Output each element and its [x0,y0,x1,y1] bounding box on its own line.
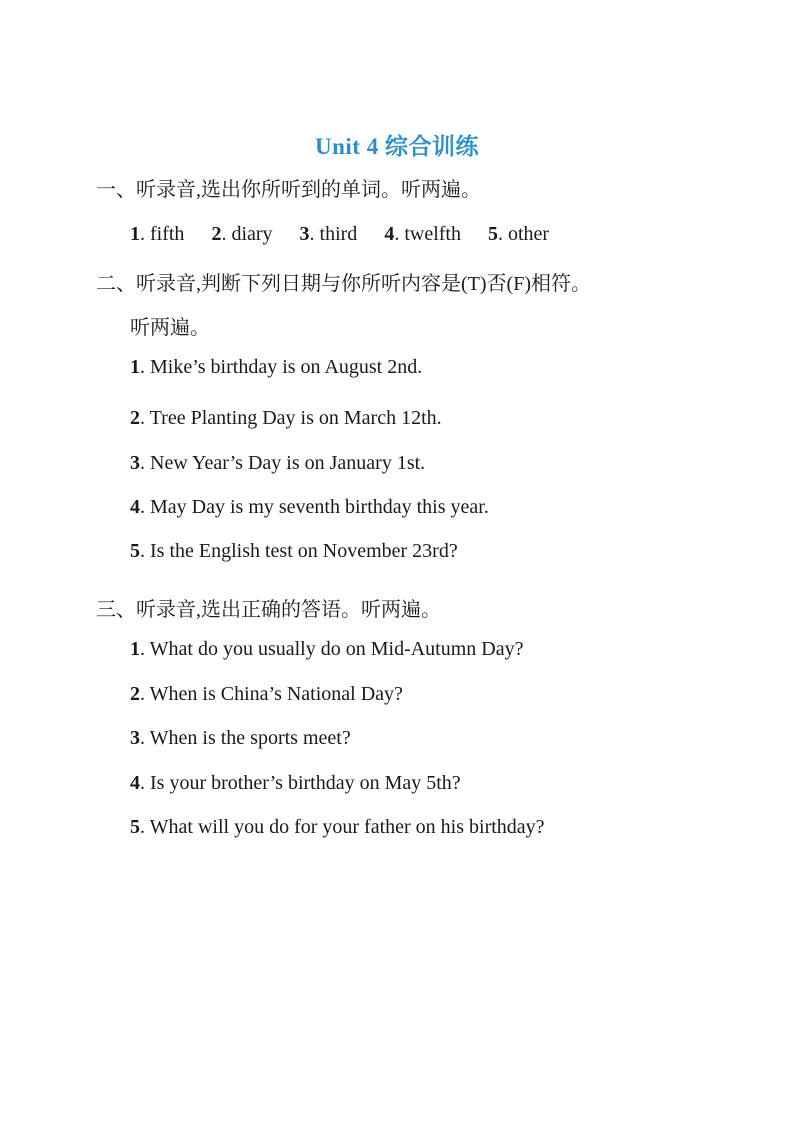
list-item: 4. May Day is my seventh birthday this year. [130,496,489,518]
section-1-word-list [130,223,571,246]
list-item: 4. Is your brother’s birthday on May 5th? [130,772,461,794]
list-item: 2. Tree Planting Day is on March 12th. [130,407,442,429]
list-item: 3. When is the sports meet? [130,727,351,749]
section-2-heading-cont: 听两遍。 [130,317,210,339]
word-item: 4. twelfth [384,223,461,245]
section-3-heading: 三、听录音,选出正确的答语。听两遍。 [96,599,441,621]
list-item: 3. New Year’s Day is on January 1st. [130,452,426,474]
word-item: 1. fifth [130,223,185,245]
list-item: 1. Mike’s birthday is on August 2nd. [130,356,423,378]
word-item: 3. third [299,223,358,245]
list-item: 5. Is the English test on November 23rd? [130,540,458,562]
word-item: 5. other [487,223,550,245]
list-item: 5. What will you do for your father on his birthday? [130,816,545,838]
section-2-heading: 二、听录音,判断下列日期与你所听内容是(T)否(F)相符。 [96,273,591,295]
word-item: 2. diary [211,223,273,245]
section-1-heading: 一、听录音,选出你所听到的单词。听两遍。 [96,179,481,201]
list-item: 2. When is China’s National Day? [130,683,403,705]
list-item: 1. What do you usually do on Mid-Autumn Day? [130,638,524,660]
page-title: Unit 4 综合训练 [315,134,479,159]
